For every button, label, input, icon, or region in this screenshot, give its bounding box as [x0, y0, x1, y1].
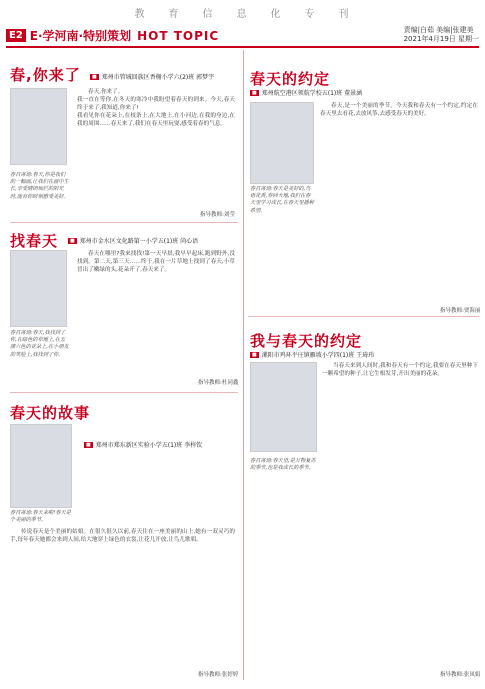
- article-divider: [10, 392, 238, 393]
- photo-caption: 春日寄语:春天来啦!春天是个美丽的季节。: [10, 510, 71, 524]
- band-word: 化: [270, 8, 283, 20]
- article-body: 当春天来到人间时,我和春天有一个约定,我要在春天里种下一颗希望的种子,让它生根发芽,开出美丽的花朵。: [322, 363, 478, 377]
- masthead-title-cn: E·学河南·特别策划: [29, 28, 132, 43]
- student-photo: [10, 250, 67, 327]
- photo-caption: 春日寄语:春天是美好的,鸟语花香,春回大地,我们在春天里学习成长,在春天里播种希望。: [250, 186, 314, 214]
- band-word: 专: [304, 8, 317, 20]
- article-divider: [248, 316, 479, 317]
- band-word: 教: [134, 8, 147, 20]
- byline-text: 郑州市金水区文化路第一小学五(1)班 尚心语: [79, 238, 199, 245]
- byline-flag: ■: [252, 89, 257, 96]
- byline-text: 郑州市郑东新区实验小学五(1)班 李梓钦: [95, 442, 203, 449]
- photo-caption: 春日寄语:春天,我找到了你,在绿色的草地上,在五颜六色的花朵上,在小朋友的笑脸上,我找到了你。: [10, 330, 69, 358]
- student-photo: [250, 362, 317, 452]
- teacher-credit: 指导教师:贾海丽: [440, 308, 481, 314]
- article-body: 春天,是一个美丽的季节。今天我和春天有一个约定,约定在春天里去看花,去放风筝,去感受春天的美好。: [320, 103, 478, 117]
- masthead-title-en: HOT TOPIC: [137, 28, 220, 43]
- article-title: 春天的故事: [10, 404, 91, 422]
- article-title: 春,你来了: [10, 66, 81, 84]
- article-spring-story: [10, 402, 90, 423]
- article-title: 春天的约定: [250, 70, 331, 88]
- student-photo: [10, 424, 72, 508]
- teacher-credit: 指导教师:杜同鑫: [198, 380, 239, 386]
- photo-caption: 春日寄语:春天,你是我们的一幅画,让我们在画中生长,享受晴朗灿烂的阳光时,能有你时刻感受美好。: [10, 172, 69, 200]
- byline-text: 郑州市管城回族区香榭小学六(2)班 郭梦宇: [101, 74, 215, 81]
- article-body: 春天在哪里?我来找找!第一天早晨,我早早起床,跑到野外,没找到。第二天,第三天……终于,我在一片草地上找到了春天,小草冒出了嫩绿的头,花朵开了,春天来了。: [77, 251, 235, 273]
- student-photo: [250, 102, 314, 184]
- header-band: [0, 0, 485, 24]
- article-title: 我与春天的约定: [250, 332, 363, 350]
- article-title: 找春天: [10, 232, 59, 250]
- article-byline: [250, 350, 476, 359]
- teacher-credit: 指导教师:张凤娟: [440, 672, 481, 678]
- byline-flag: ■: [70, 237, 75, 244]
- date-line: 2021年4月19日 星期一: [403, 35, 479, 43]
- byline-flag: ■: [252, 351, 257, 358]
- article-byline: [250, 88, 476, 97]
- byline-flag: ■: [92, 73, 97, 80]
- article-byline: [68, 236, 240, 245]
- byline-text: 郑州航空港区领航学校五(1)班 董景涵: [261, 90, 363, 97]
- article-body: 传说春天是个美丽的姑娘。在很久很久以前,春天住在一座美丽的山上,她有一双灵巧的手,每年春天她都会来到人间,给大地穿上绿色的衣裳,让花儿开放,让鸟儿歌唱。: [10, 529, 235, 543]
- article-spring-promise: [250, 68, 330, 89]
- band-word: 育: [168, 8, 181, 20]
- byline-flag: ■: [86, 441, 91, 448]
- article-me-and-spring: [250, 330, 362, 351]
- band-word: 信: [202, 8, 215, 20]
- article-body: 春天,你来了。 我一直在等你,在冬天的寒冷中我盼望着春天的到来。今天,春天终于来了,我知道,你来了! 我看见你在花朵上,在枝条上,在大地上,在小河边,在我的身边,在我的周围……春天来了,我们在春天里玩耍,感受着春的气息。: [77, 89, 235, 127]
- article-byline: [84, 440, 240, 449]
- teacher-credit: 指导教师:张婷婷: [198, 672, 239, 678]
- photo-caption: 春日寄语:春天里,是万物复苏的季节,也是我成长的季节。: [250, 458, 316, 472]
- masthead-title: [30, 27, 219, 44]
- article-find-spring: [10, 230, 58, 251]
- byline-text: 漯阳市鸡环平庄镇雁坡小学四(1)班 王琦玮: [261, 352, 375, 359]
- article-divider: [10, 222, 238, 223]
- masthead-meta: [404, 26, 479, 44]
- band-word: 刊: [338, 8, 351, 20]
- band-word: 息: [236, 8, 249, 20]
- student-photo: [10, 88, 67, 165]
- column-divider: [243, 50, 244, 680]
- article-byline: [90, 72, 240, 81]
- editor-line: 责编|白茹 美编|张建美: [403, 26, 474, 34]
- edition-badge: E2: [6, 29, 26, 42]
- masthead-rule: [6, 46, 479, 48]
- teacher-credit: 指导教师:刘莹: [200, 212, 235, 218]
